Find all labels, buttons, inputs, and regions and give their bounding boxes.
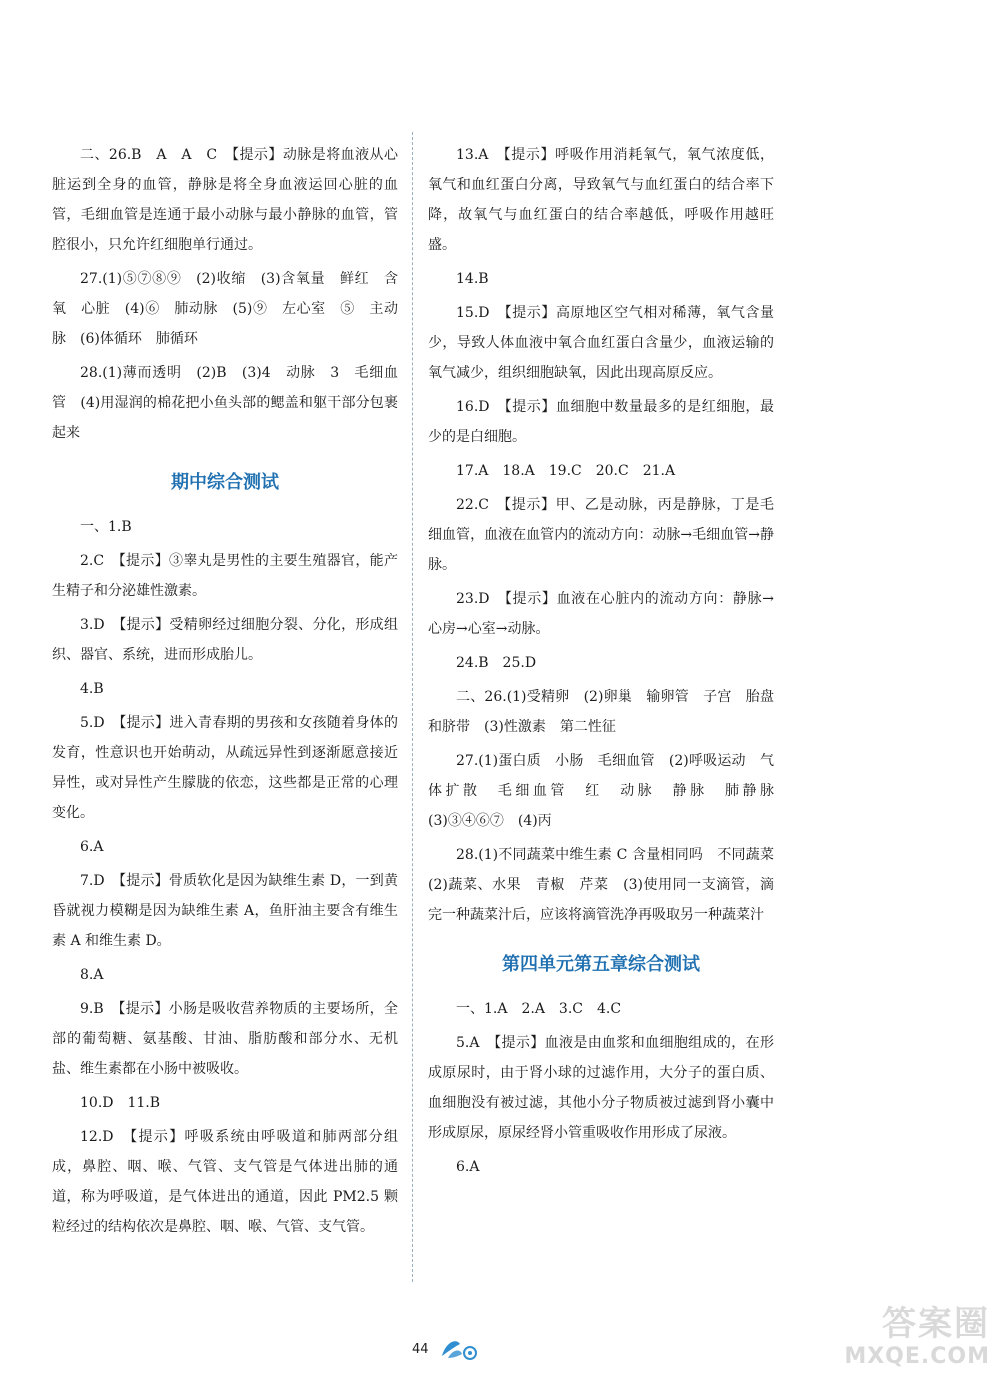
answer-paragraph: 16.D 【提示】血细胞中数量最多的是红细胞，最少的是白细胞。 [428, 399, 774, 445]
answer-paragraph: 3.D 【提示】受精卵经过细胞分裂、分化，形成组织、器官、系统，进而形成胎儿。 [52, 617, 398, 663]
right-column [428, 140, 788, 1186]
answer-paragraph: 7.D 【提示】骨质软化是因为缺维生素 D，一到黄昏就视力模糊是因为缺维生素 A，鱼肝油主要含有维生素 A 和维生素 D。 [52, 873, 398, 949]
answer-paragraph: 28.(1)薄而透明 (2)B (3)4 动脉 3 毛细血管 (4)用湿润的棉花把小鱼头部的鳃盖和躯干部分包裹起来 [52, 365, 398, 441]
answer-paragraph: 10.D 11.B [80, 1095, 161, 1111]
answer-paragraph: 6.A [456, 1159, 480, 1175]
watermark-url: MXQE.COM [844, 1344, 990, 1369]
answer-paragraph: 27.(1)⑤⑦⑧⑨ (2)收缩 (3)含氧量 鲜红 含氧 心脏 (4)⑥ 肺动脉 (5)⑨ 左心室 ⑤ 主动脉 (6)体循环 肺循环 [52, 271, 398, 347]
answer-paragraph: 一、1.B [80, 519, 132, 535]
answer-paragraph: 二、26.(1)受精卵 (2)卵巢 输卵管 子宫 胎盘和脐带 (3)性激素 第二性征 [428, 689, 774, 735]
watermark-logo [780, 1296, 990, 1376]
answer-paragraph: 28.(1)不同蔬菜中维生素 C 含量相同吗 不同蔬菜 (2)蔬菜、水果 青椒 芹菜 (3)使用同一支滴管，滴完一种蔬菜汁后，应该将滴管洗净再吸取另一种蔬菜汁 [428, 847, 788, 923]
answer-paragraph: 8.A [80, 967, 104, 983]
leaf-ornament-icon [438, 1334, 482, 1366]
answer-paragraph: 24.B 25.D [456, 655, 537, 671]
answer-paragraph: 2.C 【提示】③睾丸是男性的主要生殖器官，能产生精子和分泌雄性激素。 [52, 553, 398, 599]
right-paragraphs-b [428, 994, 774, 1182]
answer-paragraph: 6.A [80, 839, 104, 855]
answer-paragraph: 12.D 【提示】呼吸系统由呼吸道和肺两部分组成，鼻腔、咽、喉、气管、支气管是气体进出肺的通道，称为呼吸道，是气体进出的通道，因此 PM2.5 颗粒经过的结构依次是鼻腔、咽、喉、气管、支气管。 [52, 1129, 398, 1235]
answer-paragraph: 5.A 【提示】血液是由血浆和血细胞组成的，在形成原尿时，由于肾小球的过滤作用，大分子的蛋白质、血细胞没有被过滤，其他小分子物质被过滤到肾小囊中形成原尿，原尿经肾小管重吸收作用形成了尿液。 [428, 1035, 774, 1141]
answer-paragraph: 9.B 【提示】小肠是吸收营养物质的主要场所，全部的葡萄糖、氨基酸、甘油、脂肪酸和部分水、无机盐、维生素都在小肠中被吸收。 [52, 1001, 398, 1077]
answer-paragraph: 一、1.A 2.A 3.C 4.C [456, 1001, 622, 1017]
answer-paragraph: 17.A 18.A 19.C 20.C 21.A [456, 463, 676, 479]
answer-paragraph: 27.(1)蛋白质 小肠 毛细血管 (2)呼吸运动 气体扩散 毛细血管 红 动脉 静脉 肺静脉 (3)③④⑥⑦ (4)丙 [428, 753, 788, 829]
section-heading-midterm: 期中综合测试 [171, 472, 279, 493]
answer-paragraph: 5.D 【提示】进入青春期的男孩和女孩随着身体的发育，性意识也开始萌动，从疏远异性到逐渐愿意接近异性，或对异性产生朦胧的依恋，这些都是正常的心理变化。 [52, 715, 398, 821]
column-divider [412, 132, 413, 1282]
answer-paragraph: 二、26.B A A C 【提示】动脉是将血液从心脏运到全身的血管，静脉是将全身血液运回心脏的血管，毛细血管是连通于最小动脉与最小静脉的血管，管腔很小，只允许红细胞单行通过。 [52, 147, 398, 253]
answer-paragraph: 22.C 【提示】甲、乙是动脉，丙是静脉，丁是毛细血管，血液在血管内的流动方向：动脉→毛细血管→静脉。 [428, 497, 774, 573]
left-paragraphs-a [52, 140, 398, 448]
answer-paragraph: 23.D 【提示】血液在心脏内的流动方向：静脉→心房→心室→动脉。 [428, 591, 774, 637]
left-column [52, 140, 398, 1246]
page-number: 44 [412, 1342, 429, 1357]
answer-paragraph: 4.B [80, 681, 104, 697]
left-paragraphs-b [52, 512, 398, 1242]
watermark-text: 答案圈 [882, 1304, 990, 1344]
answer-paragraph: 13.A 【提示】呼吸作用消耗氧气，氧气浓度低，氧气和血红蛋白分离，导致氧气与血红蛋白的结合率下降，故氧气与血红蛋白的结合率越低，呼吸作用越旺盛。 [428, 147, 774, 253]
section-heading-unit4-ch5: 第四单元第五章综合测试 [502, 954, 700, 975]
answer-paragraph: 14.B [456, 271, 489, 287]
answer-paragraph: 15.D 【提示】高原地区空气相对稀薄，氧气含量少，导致人体血液中氧合血红蛋白含量少，血液运输的氧气减少，组织细胞缺氧，因此出现高原反应。 [428, 305, 774, 381]
right-paragraphs-a [428, 140, 788, 930]
